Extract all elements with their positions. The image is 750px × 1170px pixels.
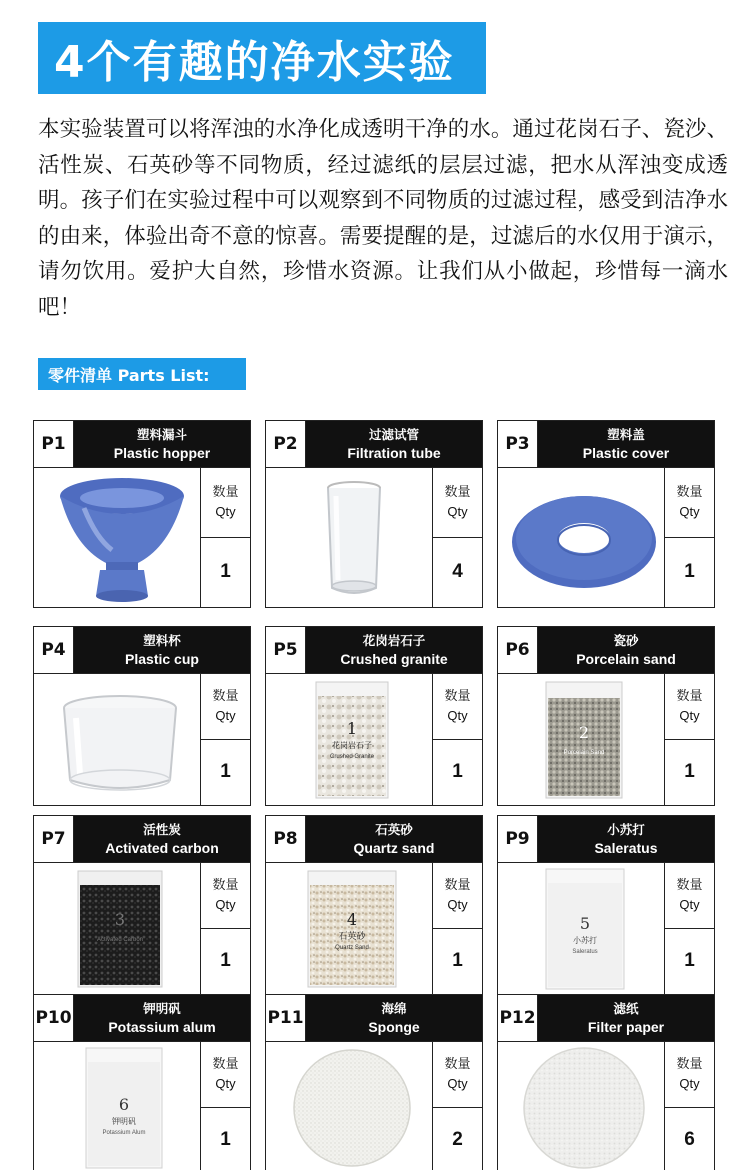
- part-name-cn: 花岗岩石子: [362, 633, 426, 648]
- part-card-p6: [497, 626, 715, 806]
- part-name-cn: 钾明矾: [143, 1001, 181, 1016]
- qty-label-en: Qty: [215, 504, 236, 520]
- qty-value: 6: [684, 1129, 695, 1151]
- qty-label-cn: 数量: [212, 878, 239, 894]
- part-id: P3: [498, 421, 538, 467]
- bag-label-cn: 小苏打: [573, 936, 597, 945]
- qty-label-cn: 数量: [212, 485, 239, 501]
- bag-label-cn: 钾明矾: [112, 1117, 136, 1126]
- part-name-cn: 塑料漏斗: [136, 427, 187, 442]
- part-id: P11: [266, 995, 306, 1041]
- qty-value: 1: [220, 1129, 231, 1151]
- part-name-en: Activated carbon: [105, 840, 219, 856]
- part-id: P4: [34, 627, 74, 673]
- qty-label-cn: 数量: [444, 485, 471, 501]
- filter-paper-icon: [498, 1042, 666, 1170]
- part-id: P10: [34, 995, 74, 1041]
- parts-list-label: 零件清单 Parts List:: [38, 358, 246, 390]
- qty-value: 2: [452, 1129, 463, 1151]
- part-name-en: Quartz sand: [353, 840, 435, 856]
- qty-label-cn: 数量: [444, 1057, 471, 1073]
- qty-label-en: Qty: [447, 1076, 468, 1092]
- qty-value: 1: [684, 561, 695, 583]
- qty-value: 1: [684, 761, 695, 783]
- qty-label-en: Qty: [679, 708, 700, 724]
- part-card-p4: [33, 626, 251, 806]
- part-card-p10: [33, 994, 251, 1170]
- part-name-cn: 海绵: [381, 1001, 407, 1016]
- cover-icon: [498, 468, 666, 608]
- carbon-bag-icon: [34, 863, 202, 995]
- part-name-cn: 滤纸: [613, 1001, 639, 1016]
- part-name-en: Porcelain sand: [576, 651, 676, 667]
- part-card-p1: [33, 420, 251, 608]
- qty-value: 1: [220, 561, 231, 583]
- part-id: P9: [498, 816, 538, 862]
- bag-number: 1: [346, 719, 358, 738]
- qty-label-cn: 数量: [676, 878, 703, 894]
- qty-label-cn: 数量: [212, 689, 239, 705]
- qty-label-en: Qty: [447, 708, 468, 724]
- qty-value: 1: [452, 950, 463, 972]
- intro-paragraph: 本实验装置可以将浑浊的水净化成透明干净的水。通过花岗石子、瓷沙、活性炭、石英砂等不同物质，经过滤纸的层层过滤，把水从浑浊变成透明。孩子们在实验过程中可以观察到不同物质的过滤过程，感受到洁净水的由来，体验出奇不意的惊喜。需要提醒的是，过滤后的水仅用于演示，请勿饮用。爱护大自然，珍惜水资源。让我们从小做起，珍惜每一滴水吧！: [38, 117, 728, 320]
- part-card-p5: [265, 626, 483, 806]
- saleratus-bag-icon: [498, 863, 666, 995]
- qty-value: 1: [684, 950, 695, 972]
- qty-label-en: Qty: [215, 897, 236, 913]
- part-name-en: Sponge: [368, 1019, 420, 1035]
- part-name-cn: 过滤试管: [368, 427, 419, 442]
- bag-number: 6: [118, 1095, 130, 1114]
- bag-label-en: Crushed Granite: [329, 754, 375, 760]
- alum-bag-icon: [34, 1042, 202, 1170]
- bag-number: 5: [579, 914, 591, 933]
- part-card-p2: [265, 420, 483, 608]
- bag-number: 3: [114, 910, 126, 929]
- granite-bag-icon: [266, 674, 434, 806]
- part-id: P2: [266, 421, 306, 467]
- qty-box: [664, 1042, 714, 1170]
- bag-label-en: Quartz Sand: [335, 945, 369, 951]
- part-id: P12: [498, 995, 538, 1041]
- part-name-en: Crushed granite: [340, 651, 448, 667]
- part-id: P8: [266, 816, 306, 862]
- part-name-en: Plastic cover: [582, 445, 670, 461]
- part-name-cn: 小苏打: [607, 822, 645, 837]
- part-name-cn: 石英砂: [375, 822, 413, 837]
- qty-box: [200, 1042, 250, 1170]
- part-id: P1: [34, 421, 74, 467]
- qty-label-en: Qty: [679, 897, 700, 913]
- qty-box: [432, 674, 482, 805]
- cup-icon: [34, 674, 202, 806]
- part-name-cn: 活性炭: [143, 822, 181, 837]
- bag-label-en: Activated Carbon: [96, 937, 144, 943]
- part-name-en: Filter paper: [587, 1019, 665, 1035]
- part-name-en: Filtration tube: [347, 445, 441, 461]
- qty-box: [200, 468, 250, 607]
- qty-value: 1: [452, 761, 463, 783]
- qty-label-en: Qty: [215, 1076, 236, 1092]
- part-name-cn: 塑料杯: [143, 633, 181, 648]
- qty-label-en: Qty: [215, 708, 236, 724]
- bag-label-en: Potassium Alum: [102, 1130, 146, 1136]
- part-name-en: Saleratus: [594, 840, 658, 856]
- page-title: 4个有趣的净水实验: [38, 22, 486, 94]
- bag-label-en: Saleratus: [572, 949, 598, 955]
- qty-box: [432, 1042, 482, 1170]
- qty-label-cn: 数量: [676, 1057, 703, 1073]
- qty-box: [200, 674, 250, 805]
- qty-label-en: Qty: [447, 897, 468, 913]
- qty-label-en: Qty: [679, 1076, 700, 1092]
- qty-value: 1: [220, 950, 231, 972]
- quartz-bag-icon: [266, 863, 434, 995]
- qty-value: 1: [220, 761, 231, 783]
- sponge-icon: [266, 1042, 434, 1170]
- part-card-p3: [497, 420, 715, 608]
- part-id: P6: [498, 627, 538, 673]
- qty-label-en: Qty: [447, 504, 468, 520]
- bag-number: 4: [346, 910, 358, 929]
- part-name-cn: 塑料盖: [607, 427, 645, 442]
- part-card-p11: [265, 994, 483, 1170]
- part-id: P5: [266, 627, 306, 673]
- qty-box: [200, 863, 250, 994]
- qty-label-cn: 数量: [676, 689, 703, 705]
- part-id: P7: [34, 816, 74, 862]
- bag-number: 2: [578, 723, 590, 742]
- part-card-p12: [497, 994, 715, 1170]
- qty-label-cn: 数量: [444, 689, 471, 705]
- qty-label-cn: 数量: [676, 485, 703, 501]
- porcelain-bag-icon: [498, 674, 666, 806]
- qty-box: [664, 468, 714, 607]
- qty-label-en: Qty: [679, 504, 700, 520]
- qty-label-cn: 数量: [212, 1057, 239, 1073]
- part-card-p7: [33, 815, 251, 995]
- part-name-cn: 瓷砂: [613, 633, 639, 648]
- qty-box: [432, 468, 482, 607]
- qty-label-cn: 数量: [444, 878, 471, 894]
- bag-label-en: Porcelain Sand: [563, 750, 605, 756]
- qty-box: [432, 863, 482, 994]
- bag-label-cn: 花岗岩石子: [332, 741, 372, 750]
- part-name-en: Potassium alum: [108, 1019, 216, 1035]
- part-card-p8: [265, 815, 483, 995]
- funnel-icon: [34, 468, 202, 608]
- qty-value: 4: [452, 561, 463, 583]
- qty-box: [664, 674, 714, 805]
- part-name-en: Plastic cup: [125, 651, 199, 667]
- tube-icon: [266, 468, 434, 608]
- bag-label-cn: 石英砂: [338, 932, 366, 942]
- part-name-en: Plastic hopper: [113, 445, 211, 461]
- part-card-p9: [497, 815, 715, 995]
- qty-box: [664, 863, 714, 994]
